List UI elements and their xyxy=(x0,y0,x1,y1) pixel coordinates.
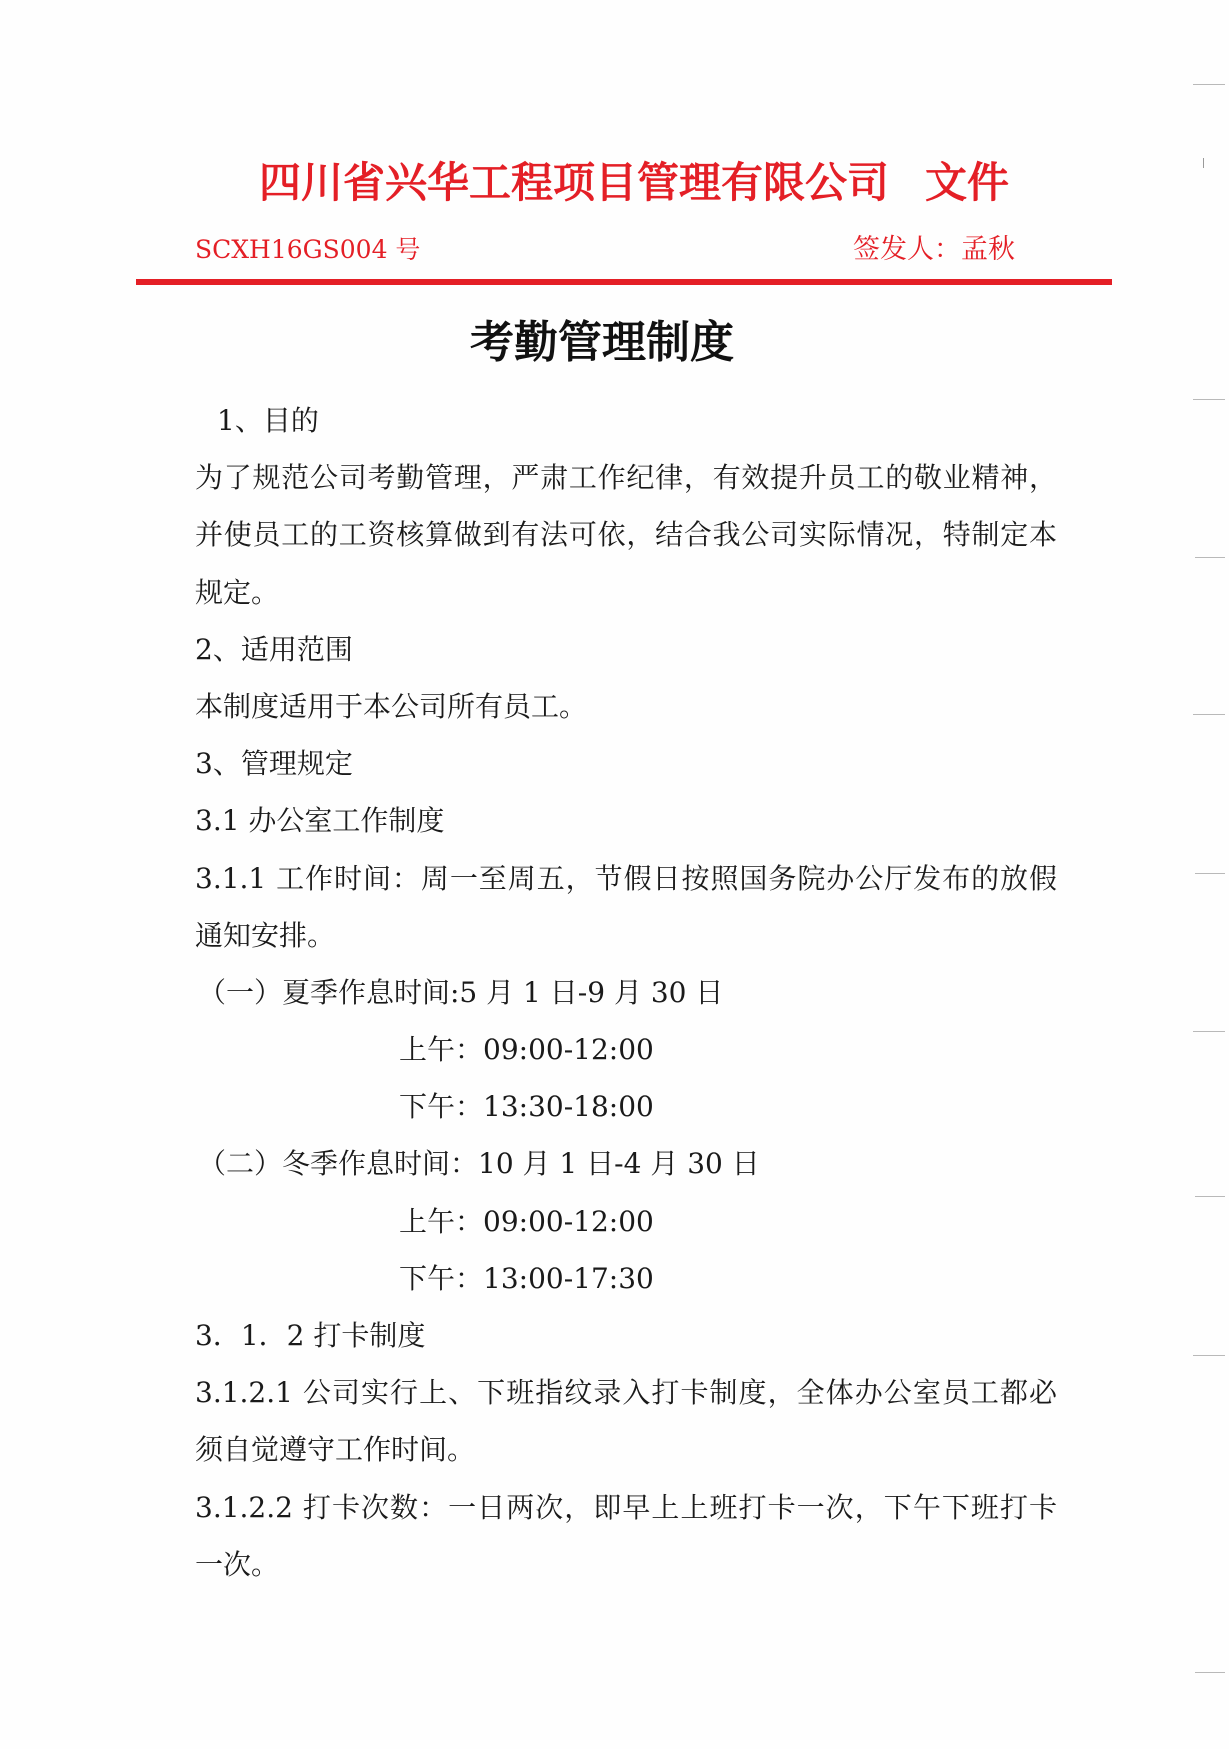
summer-morning-hours: 上午：09:00-12:00 xyxy=(399,1033,654,1067)
scan-mark xyxy=(1195,1196,1225,1197)
paragraph-line: 为了规范公司考勤管理，严肃工作纪律，有效提升员工的敬业精神， xyxy=(195,461,1057,495)
letterhead-title xyxy=(259,156,1009,210)
scan-mark xyxy=(1193,714,1225,715)
scan-mark xyxy=(1195,873,1225,874)
winter-morning-hours: 上午：09:00-12:00 xyxy=(399,1204,654,1238)
document-number: SCXH16GS004 号 xyxy=(195,235,421,264)
subsection-heading-clock-in: 3．1．2 打卡制度 xyxy=(195,1319,426,1352)
document-title: 考勤管理制度 xyxy=(470,317,734,368)
winter-afternoon-hours: 下午：13:00-17:30 xyxy=(399,1261,654,1295)
scan-mark xyxy=(1193,1355,1225,1356)
paragraph-line: 规定。 xyxy=(195,575,280,609)
scan-mark xyxy=(1193,399,1225,400)
section-heading-scope: 2、适用范围 xyxy=(195,632,353,666)
section-heading-rules: 3、管理规定 xyxy=(195,747,353,781)
scan-mark xyxy=(1203,158,1204,168)
summer-schedule-heading: （一）夏季作息时间:5 月 1 日-9 月 30 日 xyxy=(198,975,724,1009)
scan-mark xyxy=(1193,1031,1225,1032)
document-body xyxy=(195,392,1057,1593)
subsection-heading-office: 3.1 办公室工作制度 xyxy=(195,804,445,838)
paragraph-line: 通知安排。 xyxy=(195,918,336,952)
letterhead-doc-type: 文件 xyxy=(925,158,1010,207)
paragraph-line: 并使员工的工资核算做到有法可依，结合我公司实际情况，特制定本 xyxy=(195,518,1057,552)
section-heading-purpose: 1、目的 xyxy=(217,404,319,437)
summer-afternoon-hours: 下午：13:30-18:00 xyxy=(399,1090,654,1124)
scan-mark xyxy=(1195,557,1225,558)
scan-mark xyxy=(1193,84,1225,85)
paragraph-line: 本制度适用于本公司所有员工。 xyxy=(195,689,588,723)
paragraph-line: 3.1.1 工作时间：周一至周五，节假日按照国务院办公厅发布的放假 xyxy=(195,861,1057,895)
paragraph-line: 一次。 xyxy=(195,1547,280,1581)
document-signer: 签发人：孟秋 xyxy=(853,234,1015,265)
winter-schedule-heading: （二）冬季作息时间：10 月 1 日-4 月 30 日 xyxy=(198,1147,760,1181)
letterhead-divider xyxy=(136,279,1112,285)
paragraph-line: 3.1.2.1 公司实行上、下班指纹录入打卡制度，全体办公室员工都必 xyxy=(195,1376,1057,1410)
scan-mark xyxy=(1195,1672,1225,1673)
paragraph-line: 须自觉遵守工作时间。 xyxy=(195,1433,476,1467)
letterhead-org-name: 四川省兴华工程项目管理有限公司 xyxy=(259,158,890,207)
paragraph-line: 3.1.2.2 打卡次数：一日两次，即早上上班打卡一次，下午下班打卡 xyxy=(195,1490,1057,1524)
